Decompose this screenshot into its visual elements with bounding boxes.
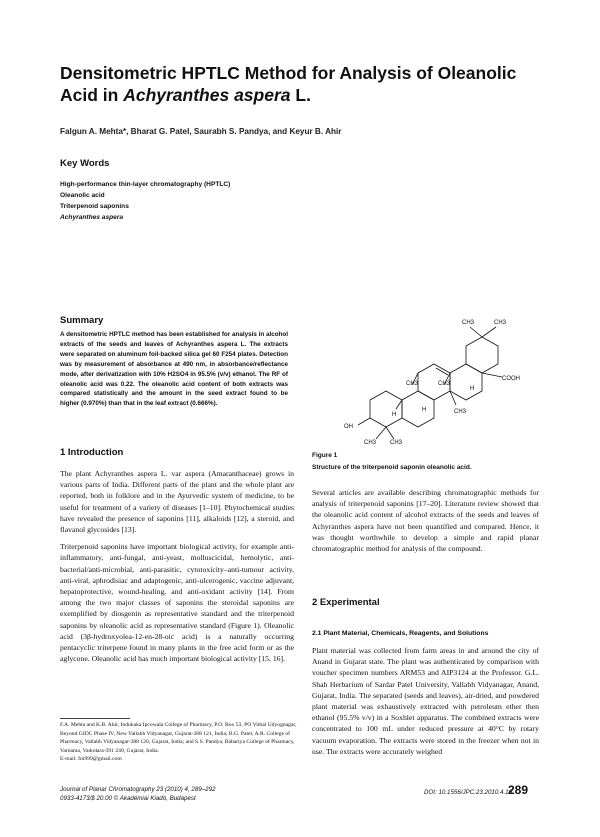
keyword-item: Oleanolic acid bbox=[60, 192, 105, 199]
keyword-item: Achyranthes aspera bbox=[60, 214, 124, 221]
journal-citation bbox=[60, 786, 215, 803]
methyl-label: CH3 bbox=[390, 440, 403, 445]
journal-line: 0933-4173/$ 20.00 © Akadémiai Kiadó, Budapest bbox=[60, 794, 196, 802]
ring-a bbox=[370, 391, 402, 427]
footnote-divider bbox=[60, 718, 130, 719]
title-prefix: Densitometric HPTLC Method for Analysis of Oleanolic Acid in bbox=[60, 63, 517, 105]
hydrogen-label: H bbox=[422, 407, 427, 413]
experimental-subheading: 2.1 Plant Material, Chemicals, Reagents, and Solutions bbox=[312, 630, 489, 637]
methyl-label: CH3 bbox=[364, 440, 377, 445]
methyl-label: CH3 bbox=[454, 409, 467, 415]
hydrogen-label: H bbox=[470, 386, 475, 392]
keywords-list bbox=[60, 179, 230, 223]
paragraph: Several articles are available describing chromatographic methods for analysis of triterpenoid saponins [17–20]. Literature review showed that the oleanolic acid content of alcohol extracts of the seeds and leaves of Achyranthes aspera have not been quantified and compared. Hence, it was thought worthwhile to develop a simple and rapid planar chromatographic method for analysis of the compound. bbox=[312, 488, 539, 554]
ring-e bbox=[466, 337, 498, 373]
hydrogen-label: H bbox=[392, 412, 397, 418]
carboxyl-label: COOH bbox=[502, 376, 520, 382]
summary-text: A densitometric HPTLC method has been established for analysis in alcohol extracts of the seeds and leaves of Achyranthes aspera L. The extracts were separated on aluminum foil-backed silica gel 60 F254 plates. Detection was by measurement of absorbance at 490 nm, in absorbance/reflectance mode, after derivatization with 10% H2SO4 in 95.5% (v/v) ethanol. The RF of oleanolic acid was 0.22. The oleanolic acid content of both extracts was compared statistically and the amount in the seed extract found to be higher (0.970%) than that in the leaf extract (0.666%). bbox=[60, 331, 288, 408]
paragraph: The plant Achyranthes aspera L. var aspera (Amaranthaceae) grows in various parts of India. Different parts of the plant and the whole plant are reported, both in folklore and in the Ayurvedic system of medicine, to be useful for treatment of a variety of diseases [1–10]. Phytochemical studies have revealed the presence of saponins [11], alkaloids [12], a steroid, and flavanol glycosides [13]. bbox=[60, 469, 294, 535]
ring-d bbox=[450, 364, 482, 400]
paragraph: Triterpenoid saponins have important biological activity, for example anti-inflammatory, anti-fungal, anti-yeast, molluscicidal, hemolytic, anti-bacterial/anti-microbial, anti-parasitic, cytotoxicity–anti-tumour activity, anti-viral, aphrodisiac and adaptogenic, anti-ulcerogenic, vaccine adjuvant, hepatoprotective, wound-healing, and anti-oxidant activity [14]. From among the two major classes of saponins the steroidal saponins are exemplified by diosgenin as representative standard and the triterpenoid saponins by oleanolic acid as representative standard (Figure 1). Oleanolic acid (3β-hydroxyolea-12-en-28-oic acid) is a naturally occurring pentacyclic triterpene found in many plants in the free acid form or as the aglycone. Oleanolic acid has much important biological activity [15, 16]. bbox=[60, 542, 294, 664]
page-number: 289 bbox=[508, 783, 529, 797]
hydroxyl-label: OH bbox=[344, 424, 353, 430]
experimental-body bbox=[312, 645, 539, 763]
keyword-item: Triterpenoid saponins bbox=[60, 203, 129, 210]
ring-b bbox=[402, 391, 434, 427]
title-suffix: L. bbox=[290, 85, 311, 105]
experimental-heading: 2 Experimental bbox=[312, 597, 380, 608]
right-column-body bbox=[312, 487, 539, 560]
affiliation-footnote: F.A. Mehta and K.B. Ahir, Indukaka Ipcowala College of Pharmacy, P.O. Box 53, PO Vithal Udyognagar, Beyond GIDC Phase IV, New Vallabh Vidyanagar, Gujarat-388 121, India; B.G. Patel, A.R. College of Pharmacy, Vallabh Vidyanagar-388 120, Gujarat, India; and S.S. Pandya, Babariya College of Pharmacy, Varnama, Vadodara-391 240, Gujarat, India. E-mail: fm999@gmail.com bbox=[60, 722, 297, 763]
journal-line: Journal of Planar Chromatography 23 (2010) 4, 289–292 bbox=[60, 786, 216, 793]
methyl-label: CH3 bbox=[462, 320, 475, 326]
figure-label: Figure 1 bbox=[312, 452, 338, 459]
summary-heading: Summary bbox=[60, 315, 104, 326]
doi: DOI: 10.1556/JPC.23.2010.4.10 bbox=[424, 789, 513, 796]
keywords-heading: Key Words bbox=[60, 158, 110, 169]
title-species: Achyranthes aspera bbox=[123, 85, 291, 105]
author-list: Falgun A. Mehta*, Bharat G. Patel, Saurabh S. Pandya, and Keyur B. Ahir bbox=[60, 127, 342, 136]
methyl-label: CH3 bbox=[494, 320, 507, 326]
methyl-label: CH3 bbox=[406, 381, 419, 387]
oleanolic-acid-structure bbox=[330, 315, 540, 445]
paragraph: Plant material was collected from farm areas in and around the city of Anand in Gujarat state. The plant was authenticated by comparison with voucher specimen numbers ARM53 and AIP3124 at the Professor. G.L. Shah Herbarium of Sardar Patel University, Vallabh Vidyanagar, Anand, Gujarat, India. The separated (seeds and leaves), air-dried, and powdered plant material was exhaustively extracted with petroleum ether then ethanol (95.5% v/v) in a Soxhlet apparatus. The combined extracts were concentrated to 100 mL under reduced pressure at 40°C by rotary vacuum evaporation. The extracts were stored in the freezer when not in use. The extracts were accurately weighed bbox=[312, 646, 539, 756]
figure-caption: Structure of the triterpenoid saponin oleanolic acid. bbox=[312, 464, 472, 471]
article-title bbox=[60, 62, 550, 106]
methyl-label: CH3 bbox=[438, 381, 451, 387]
introduction-body bbox=[60, 468, 294, 670]
introduction-heading: 1 Introduction bbox=[60, 447, 124, 458]
keyword-item: High-performance thin-layer chromatography (HPTLC) bbox=[60, 181, 231, 188]
